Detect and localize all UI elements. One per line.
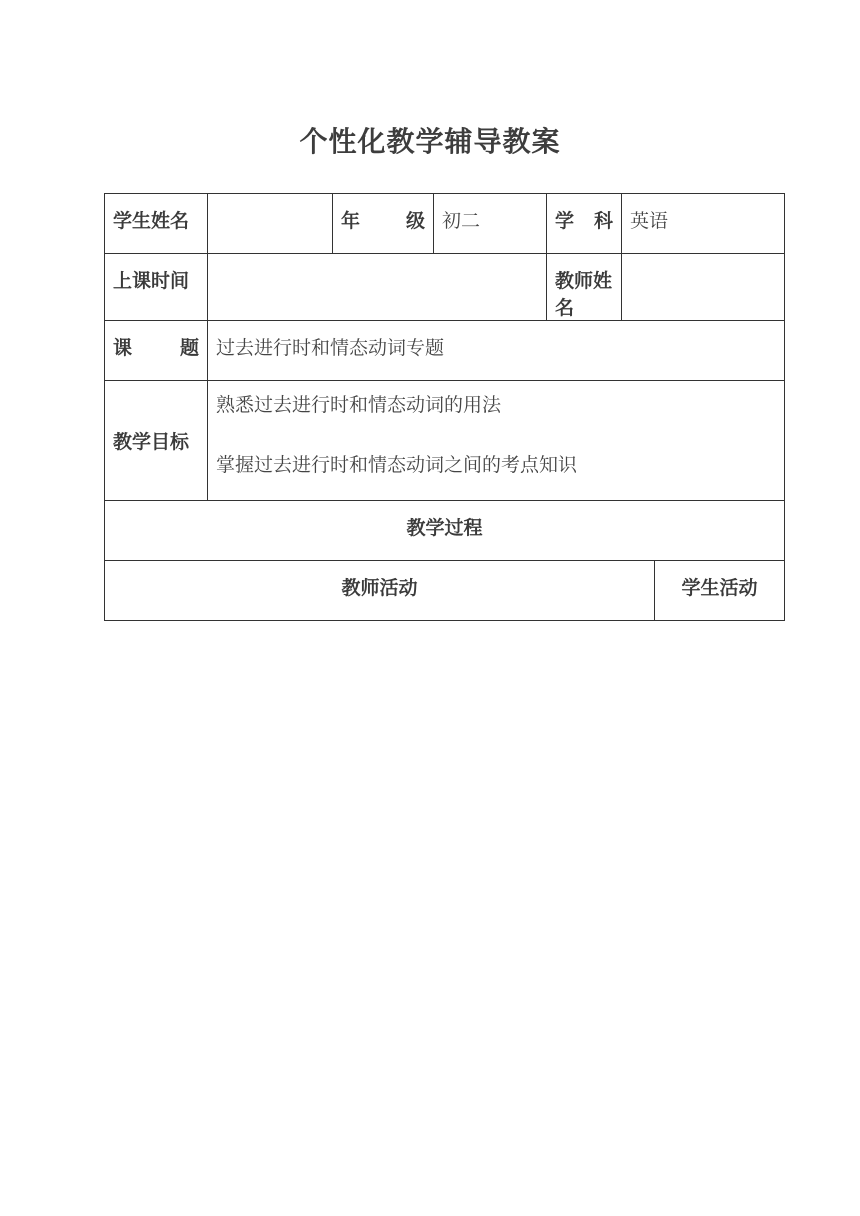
topic-label-char-2: 题 bbox=[179, 337, 199, 359]
subject-label bbox=[547, 194, 622, 254]
class-time-label: 上课时间 bbox=[105, 254, 208, 321]
student-name-label: 学生姓名 bbox=[105, 194, 208, 254]
topic-label bbox=[105, 321, 208, 381]
class-time-value bbox=[208, 254, 547, 321]
subject-value: 英语 bbox=[622, 194, 785, 254]
table-row-topic bbox=[105, 321, 785, 381]
goals-value bbox=[208, 381, 785, 501]
document-title: 个性化教学辅导教案 bbox=[299, 125, 561, 158]
goal-item: 熟悉过去进行时和情态动词的用法 bbox=[216, 394, 502, 416]
table-row-activity-headers bbox=[105, 561, 785, 621]
grade-label bbox=[333, 194, 434, 254]
table-row-process-header bbox=[105, 501, 785, 561]
teacher-name-value bbox=[622, 254, 785, 321]
grade-label-char-2: 级 bbox=[405, 210, 425, 232]
grade-label-char-1: 年 bbox=[341, 210, 361, 232]
goals-label: 教学目标 bbox=[105, 381, 208, 501]
subject-label-char-2: 科 bbox=[593, 210, 613, 232]
lesson-plan-table bbox=[104, 193, 785, 621]
teacher-activity-label: 教师活动 bbox=[105, 561, 655, 621]
table-row-class-time bbox=[105, 254, 785, 321]
table-row-student-info bbox=[105, 194, 785, 254]
grade-value: 初二 bbox=[434, 194, 547, 254]
goal-item: 掌握过去进行时和情态动词之间的考点知识 bbox=[216, 454, 578, 476]
topic-label-char-1: 课 bbox=[113, 337, 133, 359]
table-row-goals bbox=[105, 381, 785, 501]
topic-value: 过去进行时和情态动词专题 bbox=[208, 321, 785, 381]
teacher-name-label: 教师姓名 bbox=[547, 254, 622, 321]
process-label: 教学过程 bbox=[105, 501, 785, 561]
student-name-value bbox=[208, 194, 333, 254]
student-activity-label: 学生活动 bbox=[655, 561, 785, 621]
subject-label-char-1: 学 bbox=[555, 210, 575, 232]
